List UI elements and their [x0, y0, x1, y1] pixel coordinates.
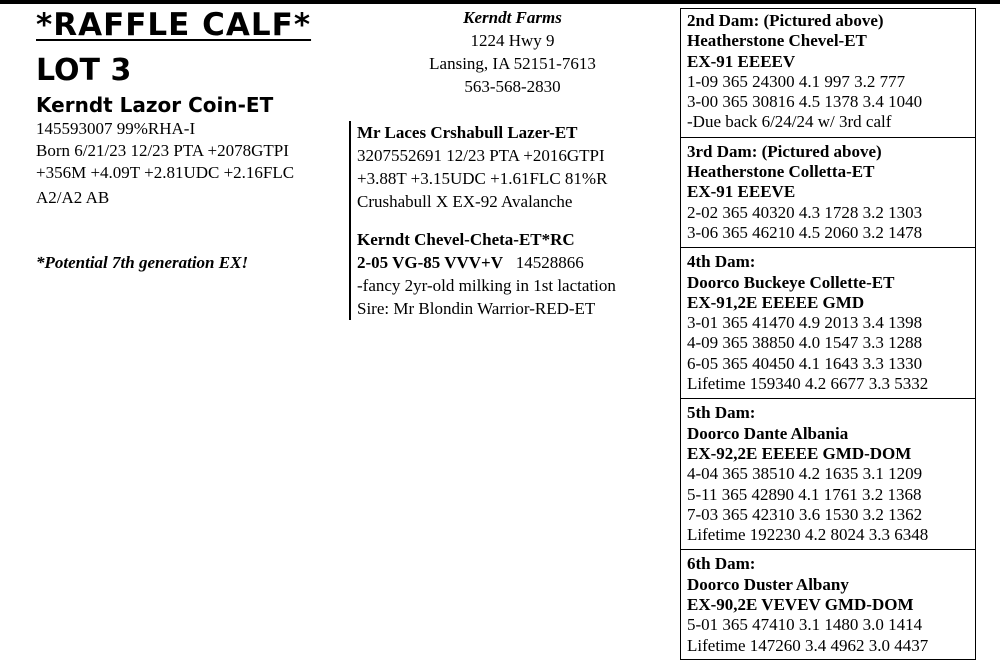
production-record: 3-06 365 46210 4.5 2060 3.2 1478 — [687, 222, 923, 242]
dam-name: Doorco Buckeye Collette-ET — [687, 272, 895, 292]
dam-score: EX-91 EEEVE — [687, 182, 796, 202]
production-record: 2-02 365 40320 4.3 1728 3.2 1303 — [687, 202, 923, 222]
dam-score: EX-90,2E VEVEV GMD-DOM — [687, 595, 914, 615]
farm-city: Lansing, IA 52151-7613 — [429, 54, 596, 73]
lot-number: LOT 3 — [36, 53, 132, 88]
production-record: -Due back 6/24/24 w/ 3rd calf — [687, 112, 892, 132]
dam-name: Heatherstone Chevel-ET — [687, 31, 867, 51]
dam-name: Doorco Duster Albany — [687, 574, 849, 594]
sire-cross: Crushabull X EX-92 Avalanche — [357, 192, 573, 211]
sire-name: Mr Laces Crshabull Lazer-ET — [357, 123, 578, 142]
dam-registration: 14528866 — [515, 253, 584, 272]
production-record: 3-00 365 30816 4.5 1378 3.4 1040 — [687, 92, 923, 112]
production-record: Lifetime 192230 4.2 8024 3.3 6348 — [687, 525, 929, 545]
production-record: 3-01 365 41470 4.9 2013 3.4 1398 — [687, 313, 923, 333]
farm-phone: 563-568-2830 — [464, 77, 561, 96]
calf-section — [36, 6, 346, 273]
dam-label: 5th Dam: — [687, 403, 756, 423]
raffle-title: *RAFFLE CALF* — [36, 7, 312, 43]
production-record: Lifetime 147260 3.4 4962 3.0 4437 — [687, 635, 929, 655]
dam-score: EX-91 EEEEV — [687, 51, 796, 71]
production-record: 5-01 365 47410 3.1 1480 3.0 1414 — [687, 615, 923, 635]
dam-score: EX-91,2E EEEEE GMD — [687, 292, 865, 312]
dam-name: Doorco Dante Albania — [687, 423, 849, 443]
pedigree-box — [680, 8, 976, 660]
sire-pta: 3207552691 12/23 PTA +2016GTPI — [357, 146, 605, 165]
production-record: 6-05 365 40450 4.1 1643 3.3 1330 — [687, 353, 923, 373]
calf-traits: +356M +4.09T +2.81UDC +2.16FLC — [36, 163, 295, 182]
dam-name: Heatherstone Colletta-ET — [687, 162, 875, 182]
dam-sire: Sire: Mr Blondin Warrior-RED-ET — [357, 299, 596, 318]
dam-block — [681, 550, 975, 659]
production-record: 4-09 365 38850 4.0 1547 3.3 1288 — [687, 333, 923, 353]
dam-label: 6th Dam: — [687, 554, 756, 574]
calf-birth-pta: Born 6/21/23 12/23 PTA +2078GTPI — [36, 141, 289, 160]
dam-block — [681, 11, 975, 138]
top-rule — [0, 0, 1000, 4]
dam-classification — [357, 251, 677, 274]
dam-name: Kerndt Chevel-Cheta-ET*RC — [357, 230, 575, 249]
farm-address — [400, 6, 625, 98]
production-record: 4-04 365 38510 4.2 1635 3.1 1209 — [687, 464, 923, 484]
dam-score: EX-92,2E EEEEE GMD-DOM — [687, 443, 912, 463]
dam-score: 2-05 VG-85 VVV+V — [357, 253, 504, 272]
farm-street: 1224 Hwy 9 — [470, 31, 555, 50]
dam-block — [681, 138, 975, 248]
farm-name: Kerndt Farms — [463, 8, 562, 27]
production-record: Lifetime 159340 4.2 6677 3.3 5332 — [687, 374, 929, 394]
parents-section — [349, 121, 677, 320]
production-record: 7-03 365 42310 3.6 1530 3.2 1362 — [687, 504, 923, 524]
dam-label: 3rd Dam: (Pictured above) — [687, 141, 882, 161]
dam-block — [681, 399, 975, 550]
dam-label: 4th Dam: — [687, 252, 756, 272]
dam-note: -fancy 2yr-old milking in 1st lactation — [357, 276, 616, 295]
calf-genotype: A2/A2 AB — [36, 188, 110, 207]
sire-traits: +3.88T +3.15UDC +1.61FLC 81%R — [357, 169, 608, 188]
calf-registration: 145593007 99%RHA-I — [36, 119, 196, 138]
production-record: 5-11 365 42890 4.1 1761 3.2 1368 — [687, 484, 922, 504]
dam-block — [681, 248, 975, 399]
dam-label: 2nd Dam: (Pictured above) — [687, 11, 884, 30]
production-record: 1-09 365 24300 4.1 997 3.2 777 — [687, 71, 906, 91]
calf-note: *Potential 7th generation EX! — [36, 253, 249, 272]
calf-name: Kerndt Lazor Coin-ET — [36, 93, 274, 117]
